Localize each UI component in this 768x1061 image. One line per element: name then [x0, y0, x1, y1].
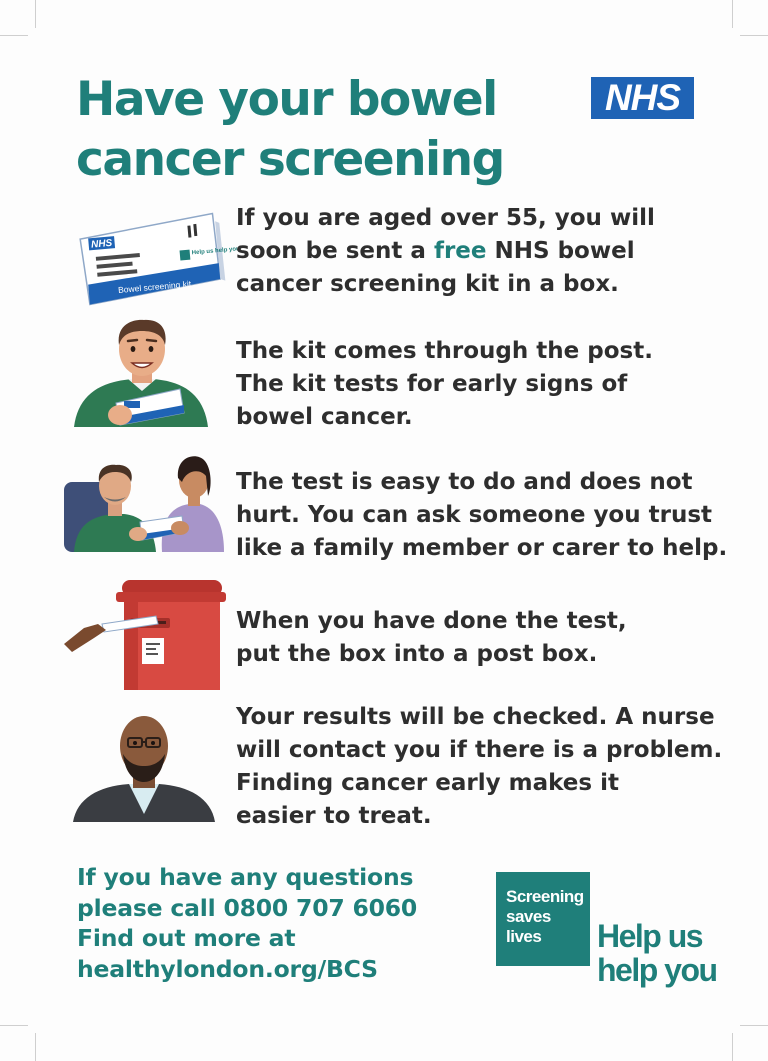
- website-link[interactable]: healthylondon.org/BCS: [77, 954, 378, 983]
- crop-mark: [732, 0, 733, 28]
- step-line: put the box into a post box.: [236, 641, 598, 667]
- step-5-text: [236, 701, 722, 833]
- carer-helping-man-icon: [64, 442, 226, 552]
- title-line: Have your bowel: [76, 72, 497, 127]
- tagline-line: Help us: [597, 918, 703, 954]
- step-line: If you are aged over 55, you will: [236, 205, 655, 231]
- screening-kit-box-icon: [78, 207, 240, 307]
- crop-mark: [0, 1025, 28, 1026]
- nhs-logo: NHS: [591, 77, 694, 119]
- step-2-text: [236, 335, 653, 434]
- step-line: like a family member or carer to help.: [236, 535, 728, 561]
- step-line: The kit tests for early signs of: [236, 371, 628, 397]
- contact-line: Find out more at: [77, 924, 296, 952]
- step-line: soon be sent a: [236, 238, 434, 264]
- badge-line: Screening: [506, 887, 584, 906]
- step-line: cancer screening kit in a box.: [236, 271, 619, 297]
- step-4-text: [236, 605, 627, 671]
- kit-side-text: Help us help you: [191, 246, 240, 257]
- badge-line: saves: [506, 907, 551, 926]
- kit-label-text: Bowel screening kit: [117, 278, 192, 295]
- man-holding-kit-icon: [72, 317, 210, 427]
- screening-saves-lives-badge: [496, 872, 590, 966]
- contact-info: [77, 862, 477, 984]
- step-line: Finding cancer early makes it: [236, 770, 619, 796]
- step-line: bowel cancer.: [236, 404, 413, 430]
- crop-mark: [740, 35, 768, 36]
- badge-line: lives: [506, 927, 542, 946]
- step-line: When you have done the test,: [236, 608, 627, 634]
- step-line: NHS bowel: [486, 238, 635, 264]
- step-line: hurt. You can ask someone you trust: [236, 502, 713, 528]
- crop-mark: [732, 1033, 733, 1061]
- crop-mark: [35, 0, 36, 28]
- tagline-line: help you: [597, 952, 717, 988]
- step-1-text: [236, 202, 655, 301]
- nurse-portrait-icon: [73, 708, 215, 822]
- phone-number[interactable]: please call 0800 707 6060: [77, 893, 418, 922]
- contact-line: If you have any questions: [77, 863, 414, 891]
- step-line: The kit comes through the post.: [236, 338, 653, 364]
- crop-mark: [35, 1033, 36, 1061]
- step-3-text: [236, 466, 727, 565]
- help-us-help-you-tagline: [597, 919, 717, 987]
- post-box-icon: [64, 578, 222, 690]
- step-line: The test is easy to do and does not: [236, 469, 693, 495]
- free-highlight: free: [433, 238, 487, 264]
- step-line: Your results will be checked. A nurse: [236, 704, 715, 730]
- step-line: will contact you if there is a problem.: [236, 737, 723, 763]
- kit-logo-text: NHS: [90, 237, 113, 251]
- crop-mark: [0, 35, 28, 36]
- page-title: [76, 70, 504, 190]
- step-line: easier to treat.: [236, 803, 432, 829]
- title-line: cancer screening: [76, 132, 504, 187]
- crop-mark: [740, 1025, 768, 1026]
